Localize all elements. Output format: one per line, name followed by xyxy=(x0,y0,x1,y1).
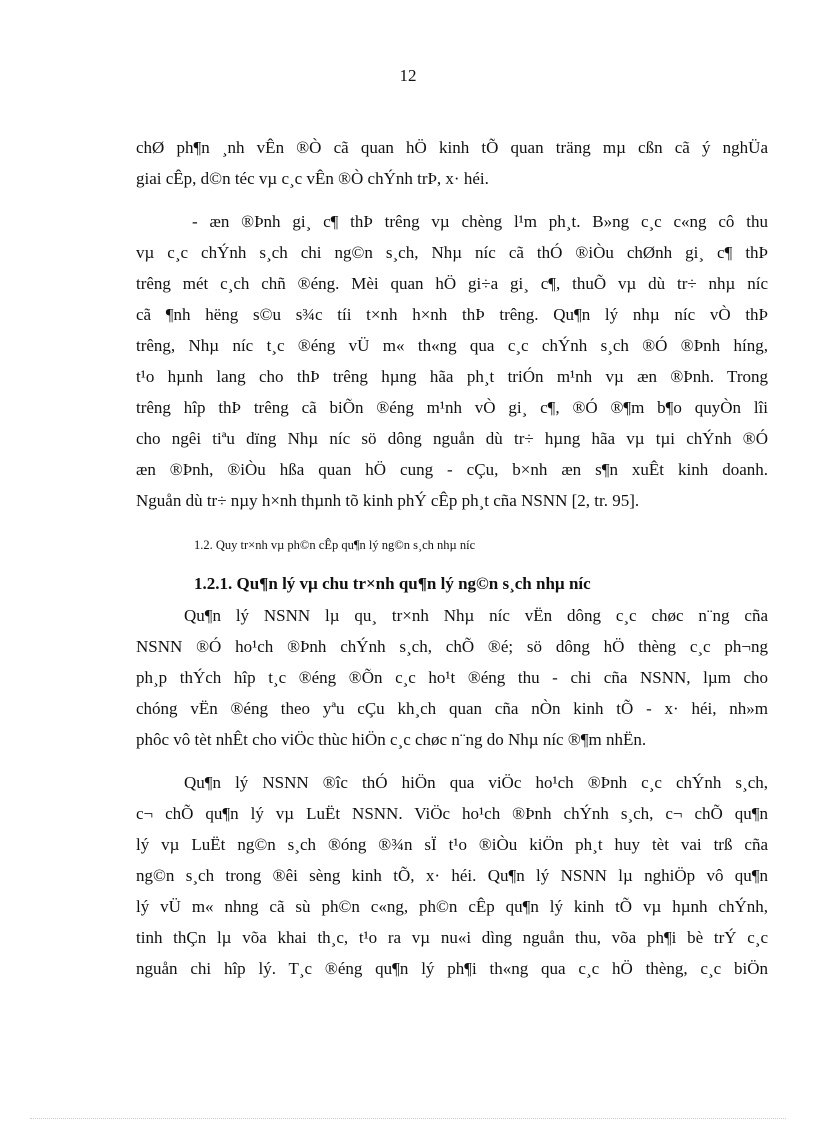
page-bottom-rule xyxy=(30,1118,786,1119)
text-line: lý vµ LuËt ng©n s¸ch ®óng ®¾n sÏ t¹o ®iÒu kiÖn ph¸t huy tèt vai trß cña xyxy=(136,835,768,854)
text-line: Qu¶n lý NSNN lµ qu¸ tr×nh Nhµ níc vËn dông c¸c chøc n¨ng cña xyxy=(184,606,768,625)
text-line: t¹o hµnh lang cho thÞ trêng hµng hãa ph¸t triÓn m¹nh vµ æn ®Þnh. Trong xyxy=(136,367,768,386)
subsection-heading: 1.2.1. Qu¶n lý vµ chu tr×nh qu¶n lý ng©n s¸ch nhµ níc xyxy=(194,574,591,593)
text-line: trêng mét c¸ch chñ ®éng. Mèi quan hÖ gi÷a gi¸ c¶, thuÕ vµ dù tr÷ nhµ níc xyxy=(136,274,768,293)
text-line: tinh thÇn lµ võa khai th¸c, t¹o ra vµ nu«i dìng nguån thu, võa ph¶i bè trÝ c¸c xyxy=(136,928,768,947)
text-line: chóng vËn ®éng theo yªu cÇu kh¸ch quan cña nÒn kinh tÕ - x· héi, nh»m xyxy=(136,699,768,718)
text-line: giai cÊp, d©n téc vµ c¸c vÊn ®Ò chÝnh trÞ, x· héi. xyxy=(136,169,489,188)
page-number: 12 xyxy=(399,66,417,85)
text-line: vµ c¸c chÝnh s¸ch chi ng©n s¸ch, Nhµ níc cã thÓ ®iÒu chØnh gi¸ c¶ thÞ xyxy=(136,243,768,262)
text-line: lý vÜ m« nhng cã sù ph©n c«ng, ph©n cÊp qu¶n lý kinh tÕ vµ hµnh chÝnh, xyxy=(136,897,768,916)
section-heading: 1.2. Quy tr×nh vµ ph©n cÊp qu¶n lý ng©n s¸ch nhµ níc xyxy=(194,538,476,552)
document-body xyxy=(136,132,768,984)
paragraph-4 xyxy=(136,767,768,984)
text-line: - æn ®Þnh gi¸ c¶ thÞ trêng vµ chèng l¹m ph¸t. B»ng c¸c c«ng cô thu xyxy=(192,212,768,231)
text-line: NSNN ®Ó ho¹ch ®Þnh chÝnh s¸ch, chÕ ®é; sö dông hÖ thèng c¸c ph¬ng xyxy=(136,637,768,656)
text-line: cho ngêi tiªu dïng Nhµ níc sö dông nguån dù tr÷ hµng hãa vµ tµi chÝnh ®Ó xyxy=(136,429,768,448)
paragraph-2 xyxy=(136,206,768,516)
text-line: ph¸p thÝch hîp t¸c ®éng ®Õn c¸c ho¹t ®éng thu - chi cña NSNN, lµm cho xyxy=(136,668,768,687)
paragraph-3 xyxy=(136,600,768,755)
text-line: Qu¶n lý NSNN ®îc thÓ hiÖn qua viÖc ho¹ch ®Þnh c¸c chÝnh s¸ch, xyxy=(184,773,768,792)
text-line: c¬ chÕ qu¶n lý vµ LuËt NSNN. ViÖc ho¹ch ®Þnh chÝnh s¸ch, c¬ chÕ qu¶n xyxy=(136,804,768,823)
text-line: trêng, Nhµ níc t¸c ®éng vÜ m« th«ng qua c¸c chÝnh s¸ch ®Ó ®Þnh híng, xyxy=(136,336,768,355)
text-line: ng©n s¸ch trong ®êi sèng kinh tÕ, x· héi. Qu¶n lý NSNN lµ nghiÖp vô qu¶n xyxy=(136,866,768,885)
text-line: chØ ph¶n ¸nh vÊn ®Ò cã quan hÖ kinh tÕ quan träng mµ cßn cã ý nghÜa xyxy=(136,138,768,157)
text-line: Nguån dù tr÷ nµy h×nh thµnh tõ kinh phÝ cÊp ph¸t cña NSNN [2, tr. 95]. xyxy=(136,491,640,510)
paragraph-1 xyxy=(136,132,768,194)
text-line: cã ¶nh hëng s©u s¾c tíi t×nh h×nh thÞ trêng. Qu¶n lý nhµ níc vÒ thÞ xyxy=(136,305,768,324)
text-line: nguån chi hîp lý. T¸c ®éng qu¶n lý ph¶i th«ng qua c¸c hÖ thèng, c¸c biÖn xyxy=(136,959,768,978)
text-line: phôc vô tèt nhÊt cho viÖc thùc hiÖn c¸c chøc n¨ng do Nhµ níc ®¶m nhËn. xyxy=(136,730,647,749)
text-line: æn ®Þnh, ®iÒu hßa quan hÖ cung - cÇu, b×nh æn s¶n xuÊt kinh doanh. xyxy=(136,460,768,479)
text-line: trêng hîp thÞ trêng cã biÕn ®éng m¹nh vÒ gi¸ c¶, ®Ó ®¶m b¶o quyÒn lîi xyxy=(136,398,768,417)
